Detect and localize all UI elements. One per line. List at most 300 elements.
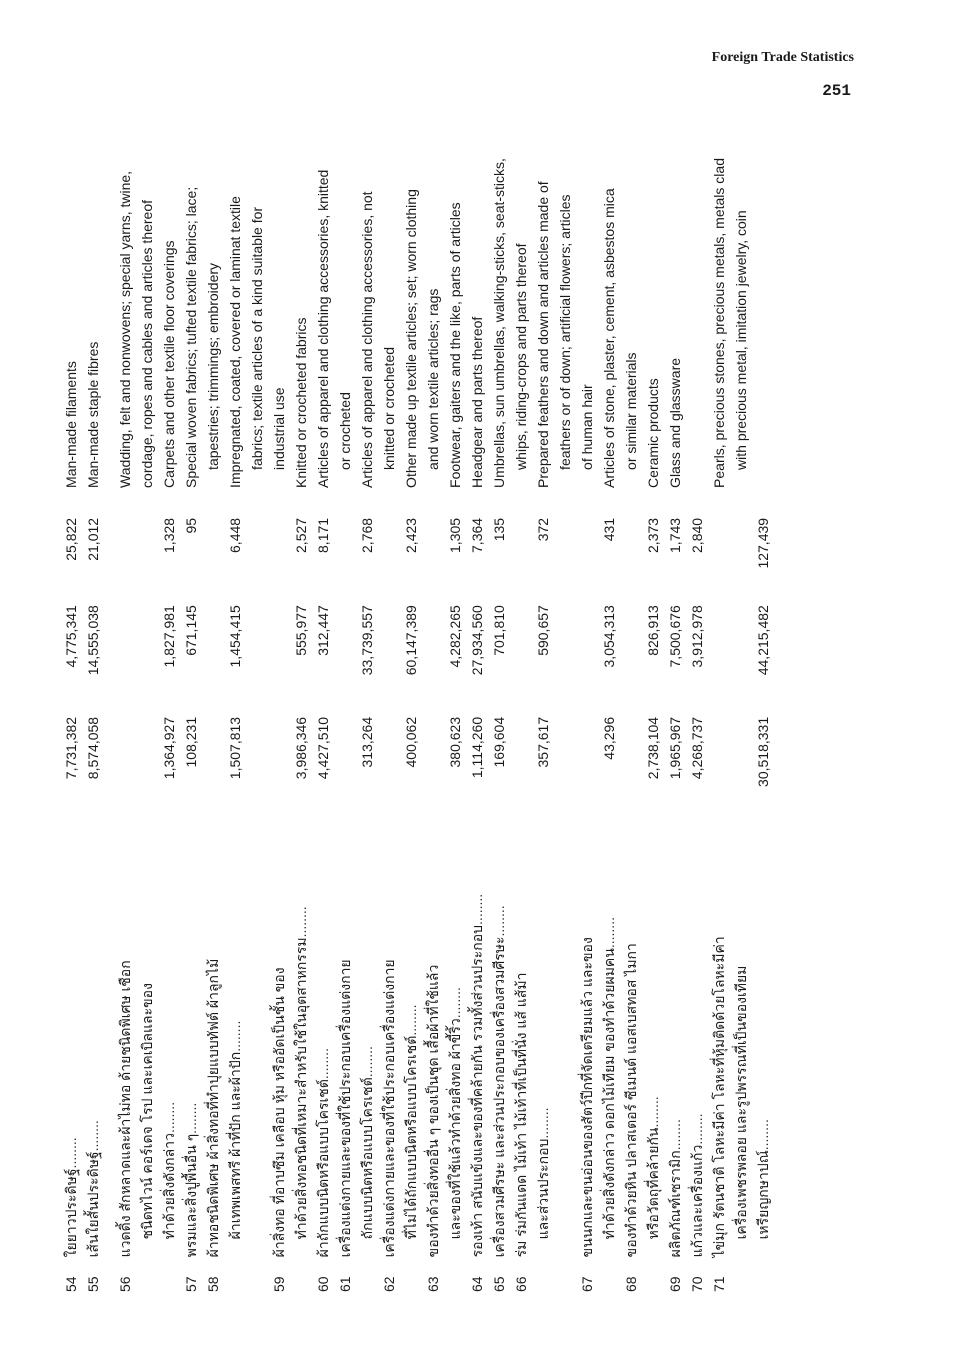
thai-description-text: ใยยาวประดิษฐ์ bbox=[63, 1168, 79, 1258]
table-row bbox=[60, 152, 82, 1292]
trade-table bbox=[60, 152, 774, 1292]
value-col-1 bbox=[422, 707, 444, 819]
english-description bbox=[444, 152, 466, 496]
value-col-3-text: 8,171 bbox=[315, 517, 331, 553]
value-col-1-text: 108,231 bbox=[183, 716, 199, 768]
value-col-3-text: 2,527 bbox=[293, 517, 309, 553]
table-row bbox=[136, 152, 158, 1292]
english-description bbox=[664, 152, 686, 496]
chapter-code bbox=[664, 1257, 686, 1292]
chapter-code bbox=[752, 1257, 774, 1292]
value-col-2-text: 312,447 bbox=[315, 605, 331, 656]
value-col-2 bbox=[158, 595, 180, 707]
value-col-3 bbox=[356, 496, 378, 595]
value-col-1 bbox=[466, 707, 488, 819]
value-col-3 bbox=[224, 496, 246, 595]
chapter-code bbox=[708, 1257, 730, 1292]
value-col-2 bbox=[444, 595, 466, 707]
value-col-1 bbox=[246, 707, 268, 819]
thai-description bbox=[620, 819, 642, 1258]
chapter-code bbox=[422, 1257, 444, 1292]
thai-description-text: และของที่ใช้แล้วทำด้วยสิ่งทอ ผ้าขี้ริ้ว bbox=[447, 1018, 463, 1240]
value-col-1-text: 169,604 bbox=[491, 716, 507, 768]
chapter-code bbox=[224, 1257, 246, 1292]
value-col-3 bbox=[664, 496, 686, 595]
english-description-text: or similar materials bbox=[623, 352, 639, 470]
chapter-code bbox=[576, 1257, 598, 1292]
chapter-code bbox=[290, 1257, 312, 1292]
table-row bbox=[708, 152, 730, 1292]
page-number: 251 bbox=[822, 82, 851, 100]
chapter-code-text: 59 bbox=[271, 1276, 287, 1292]
english-description-text: Special woven fabrics; tufted textile fabrics; lace; bbox=[183, 186, 199, 488]
value-col-3-text: 7,364 bbox=[469, 517, 485, 553]
value-col-2 bbox=[686, 595, 708, 707]
english-description bbox=[708, 152, 730, 496]
chapter-code bbox=[686, 1257, 708, 1292]
chapter-code-text: 67 bbox=[579, 1276, 595, 1292]
value-col-2 bbox=[466, 595, 488, 707]
value-col-2-text: 3,912,978 bbox=[689, 605, 705, 668]
english-description bbox=[642, 152, 664, 496]
chapter-code bbox=[400, 1257, 422, 1292]
value-col-2 bbox=[730, 595, 752, 707]
chapter-code-text: 56 bbox=[117, 1276, 133, 1292]
english-description-text: Umbrellas, sun umbrellas, walking-sticks, seat-sticks, bbox=[491, 158, 507, 488]
chapter-code-text: 57 bbox=[183, 1276, 199, 1292]
value-col-3-text: 21,012 bbox=[85, 517, 101, 561]
english-description bbox=[686, 152, 708, 496]
value-col-3-text: 2,423 bbox=[403, 517, 419, 553]
table-row bbox=[158, 152, 180, 1292]
dot-leader: ........ bbox=[403, 1004, 419, 1036]
value-col-2 bbox=[510, 595, 532, 707]
dot-leader: ........ bbox=[667, 1119, 683, 1151]
thai-description bbox=[378, 819, 400, 1258]
thai-description bbox=[554, 819, 576, 1258]
dot-leader: ........ bbox=[183, 1102, 199, 1134]
value-col-2-text: 27,934,560 bbox=[469, 605, 485, 676]
table-row bbox=[422, 152, 444, 1292]
value-col-1-text: 380,623 bbox=[447, 716, 463, 768]
english-description bbox=[532, 152, 554, 496]
value-col-3 bbox=[180, 496, 202, 595]
value-col-2 bbox=[202, 595, 224, 707]
table-row bbox=[202, 152, 224, 1292]
dot-leader: ........ bbox=[359, 1046, 375, 1078]
value-col-3-text: 25,822 bbox=[63, 517, 79, 561]
english-description-text: fabrics; textile articles of a kind suitable for bbox=[249, 206, 265, 470]
value-col-2 bbox=[180, 595, 202, 707]
thai-description bbox=[532, 819, 554, 1258]
table-row bbox=[664, 152, 686, 1292]
thai-description-text: ไข่มุก รัตนชาติ โลหะมีค่า โลหะที่หุ้มติดด้วยโลหะมีค่า bbox=[711, 936, 727, 1258]
english-description-text: Man-made staple fibres bbox=[85, 341, 101, 488]
chapter-code bbox=[532, 1257, 554, 1292]
dot-leader: ........ bbox=[469, 893, 485, 925]
english-description bbox=[268, 152, 290, 496]
value-col-2-text: 826,913 bbox=[645, 605, 661, 656]
thai-description-text: พรมและสิ่งปูพื้นอื่น ๆ bbox=[183, 1133, 199, 1258]
table-row bbox=[510, 152, 532, 1292]
value-col-1 bbox=[598, 707, 620, 819]
value-col-1-text: 7,731,382 bbox=[63, 716, 79, 780]
value-col-1 bbox=[532, 707, 554, 819]
thai-description-text: และส่วนประกอบ bbox=[535, 1138, 551, 1240]
dot-leader: ........ bbox=[755, 1119, 771, 1151]
chapter-code bbox=[730, 1257, 752, 1292]
chapter-code-text: 62 bbox=[381, 1276, 397, 1292]
value-col-3 bbox=[312, 496, 334, 595]
value-col-3-text: 2,373 bbox=[645, 517, 661, 553]
value-col-1 bbox=[554, 707, 576, 819]
value-col-2 bbox=[422, 595, 444, 707]
value-col-1 bbox=[488, 707, 510, 819]
thai-description bbox=[708, 819, 730, 1258]
value-col-1 bbox=[202, 707, 224, 819]
thai-description bbox=[642, 819, 664, 1258]
value-col-3 bbox=[136, 496, 158, 595]
english-description-text: Articles of apparel and clothing accessories, knitted bbox=[315, 169, 331, 488]
value-col-2 bbox=[598, 595, 620, 707]
value-col-3 bbox=[466, 496, 488, 595]
chapter-code-text: 70 bbox=[689, 1276, 705, 1292]
value-col-2-text: 7,500,676 bbox=[667, 605, 683, 668]
value-col-3 bbox=[82, 496, 104, 595]
dot-leader: ........ bbox=[645, 1096, 661, 1128]
chapter-code bbox=[598, 1257, 620, 1292]
table-row bbox=[554, 152, 576, 1292]
spacer-cell bbox=[104, 152, 114, 1292]
value-col-1-text: 1,965,967 bbox=[667, 716, 683, 780]
value-col-2 bbox=[642, 595, 664, 707]
english-description-text: Wadding, felt and nonwovens; special yarns, twine, bbox=[117, 170, 133, 488]
english-description-text: industrial use bbox=[271, 387, 287, 470]
chapter-code-text: 54 bbox=[63, 1276, 79, 1292]
value-col-1 bbox=[224, 707, 246, 819]
chapter-code bbox=[114, 1257, 136, 1292]
value-col-2 bbox=[488, 595, 510, 707]
english-description bbox=[422, 152, 444, 496]
thai-description bbox=[246, 819, 268, 1258]
running-header-title: Foreign Trade Statistics bbox=[711, 50, 854, 65]
thai-description bbox=[60, 819, 82, 1258]
value-col-1-text: 4,427,510 bbox=[315, 716, 331, 780]
value-col-2 bbox=[246, 595, 268, 707]
value-col-2 bbox=[268, 595, 290, 707]
value-col-3-text: 372 bbox=[535, 517, 551, 542]
value-col-3 bbox=[686, 496, 708, 595]
value-col-3 bbox=[576, 496, 598, 595]
chapter-code-text: 71 bbox=[711, 1276, 727, 1292]
english-description bbox=[510, 152, 532, 496]
chapter-code-text: 55 bbox=[85, 1276, 101, 1292]
table-row bbox=[730, 152, 752, 1292]
value-col-1 bbox=[114, 707, 136, 819]
english-description bbox=[180, 152, 202, 496]
dot-leader: ........ bbox=[85, 1120, 101, 1152]
english-description bbox=[312, 152, 334, 496]
value-col-3 bbox=[422, 496, 444, 595]
value-col-2 bbox=[664, 595, 686, 707]
value-col-2-text: 555,977 bbox=[293, 605, 309, 656]
english-description-text: or crocheted bbox=[337, 392, 353, 470]
thai-description bbox=[356, 819, 378, 1258]
value-col-1 bbox=[620, 707, 642, 819]
chapter-code bbox=[444, 1257, 466, 1292]
value-col-1 bbox=[642, 707, 664, 819]
value-col-3-text: 2,840 bbox=[689, 517, 705, 553]
value-col-1 bbox=[312, 707, 334, 819]
table-row bbox=[488, 152, 510, 1292]
value-col-2 bbox=[576, 595, 598, 707]
english-description-text: whips, riding-crops and parts thereof bbox=[513, 243, 529, 470]
table-row bbox=[224, 152, 246, 1292]
value-col-1 bbox=[378, 707, 400, 819]
value-col-1 bbox=[752, 707, 774, 819]
value-col-3 bbox=[378, 496, 400, 595]
value-col-1 bbox=[510, 707, 532, 819]
thai-description bbox=[686, 819, 708, 1258]
table-row bbox=[620, 152, 642, 1292]
thai-description bbox=[730, 819, 752, 1258]
value-col-3-text: 1,743 bbox=[667, 517, 683, 553]
value-col-1-text: 30,518,331 bbox=[755, 716, 771, 787]
value-col-2-text: 60,147,389 bbox=[403, 605, 419, 676]
value-col-3 bbox=[730, 496, 752, 595]
chapter-code-text: 69 bbox=[667, 1276, 683, 1292]
value-col-2-text: 3,054,313 bbox=[601, 605, 617, 668]
thai-description-text: ทำด้วยสิ่งดังกล่าว ดอกไม้เทียม ของทำด้วยผมคน bbox=[601, 948, 617, 1240]
thai-description-text: ทำด้วยสิ่งดังกล่าว bbox=[161, 1133, 177, 1240]
english-description-text: Other made up textile articles; set; worn clothing bbox=[403, 189, 419, 488]
value-col-1 bbox=[268, 707, 290, 819]
english-description-text: cordage, ropes and cables and articles thereof bbox=[139, 199, 155, 488]
table-row bbox=[290, 152, 312, 1292]
trade-table-body bbox=[60, 152, 774, 1292]
value-col-1 bbox=[444, 707, 466, 819]
value-col-2-text: 671,145 bbox=[183, 605, 199, 656]
value-col-2-text: 590,657 bbox=[535, 605, 551, 656]
english-description bbox=[488, 152, 510, 496]
thai-description bbox=[576, 819, 598, 1258]
value-col-2 bbox=[378, 595, 400, 707]
value-col-3-text: 1,328 bbox=[161, 517, 177, 553]
english-description-text: with precious metal, imitation jewelry, coin bbox=[733, 210, 749, 470]
thai-description bbox=[268, 819, 290, 1258]
english-description bbox=[60, 152, 82, 496]
english-description bbox=[598, 152, 620, 496]
thai-description-text: ร่ม ร่มกันแดด ไม้เท้า ไม้เท้าที่เป็นที่นั่ง แส้ แส้ม้า bbox=[513, 972, 529, 1258]
row-spacer bbox=[104, 152, 114, 1292]
chapter-code bbox=[620, 1257, 642, 1292]
thai-description-text: ผลิตภัณฑ์เซรามิก bbox=[667, 1150, 683, 1258]
chapter-code bbox=[82, 1257, 104, 1292]
value-col-2 bbox=[60, 595, 82, 707]
table-row bbox=[576, 152, 598, 1292]
thai-description-text: ผ้าเทพเพสทรี ผ้าที่ปัก และผ้าปัก bbox=[227, 1051, 243, 1240]
value-col-1-text: 8,574,058 bbox=[85, 716, 101, 780]
value-col-2-text: 4,282,265 bbox=[447, 605, 463, 668]
dot-leader: ........ bbox=[293, 906, 309, 938]
table-row bbox=[356, 152, 378, 1292]
thai-description bbox=[598, 819, 620, 1258]
chapter-code bbox=[356, 1257, 378, 1292]
thai-description-text: รองเท้า สนับแข้งและของที่คล้ายกัน รวมทั้งส่วนประกอบ bbox=[469, 924, 485, 1258]
value-col-2-text: 4,775,341 bbox=[63, 605, 79, 668]
value-col-1 bbox=[400, 707, 422, 819]
value-col-3 bbox=[598, 496, 620, 595]
thai-description-text: เหรียญกษาปณ์ bbox=[755, 1150, 771, 1240]
value-col-2 bbox=[114, 595, 136, 707]
value-col-2 bbox=[708, 595, 730, 707]
thai-description bbox=[202, 819, 224, 1258]
thai-description-text: แก้วและเครื่องแก้ว bbox=[689, 1144, 705, 1258]
thai-description-text: เครื่องแต่งกายและของที่ใช้ประกอบเครื่องแต่งกาย bbox=[337, 959, 353, 1258]
english-description bbox=[136, 152, 158, 496]
chapter-code-text: 65 bbox=[491, 1276, 507, 1292]
dot-leader: ........ bbox=[315, 1048, 331, 1080]
table-row bbox=[114, 152, 136, 1292]
english-description-text: Knitted or crocheted fabrics bbox=[293, 317, 309, 488]
english-description-text: of human hair bbox=[579, 384, 595, 470]
value-col-1 bbox=[136, 707, 158, 819]
value-col-2 bbox=[356, 595, 378, 707]
value-col-3-text: 135 bbox=[491, 517, 507, 542]
dot-leader: ........ bbox=[601, 917, 617, 949]
chapter-code-text: 58 bbox=[205, 1276, 221, 1292]
chapter-code bbox=[180, 1257, 202, 1292]
thai-description bbox=[180, 819, 202, 1258]
thai-description-text: ชนิดทไวน์ คอร์เดจ โรป และเคเบิลและของ bbox=[139, 983, 155, 1240]
chapter-code-text: 68 bbox=[623, 1276, 639, 1292]
english-description bbox=[378, 152, 400, 496]
thai-description-text: เครื่องแต่งกายและของที่ใช้ประกอบเครื่องแต่งกาย bbox=[381, 959, 397, 1258]
english-description bbox=[620, 152, 642, 496]
thai-description-text: แวดดิ้ง สักหลาดและผ้าไม่ทอ ด้ายชนิดพิเศษ เชือก bbox=[117, 960, 133, 1258]
chapter-code bbox=[136, 1257, 158, 1292]
value-col-3 bbox=[510, 496, 532, 595]
value-col-3-text: 2,768 bbox=[359, 517, 375, 553]
value-col-3 bbox=[752, 496, 774, 595]
value-col-1 bbox=[708, 707, 730, 819]
value-col-2-text: 1,454,415 bbox=[227, 605, 243, 668]
thai-description-text: เส้นใยสั้นประดิษฐ์ bbox=[85, 1151, 101, 1258]
english-description-text: Ceramic products bbox=[645, 378, 661, 488]
chapter-code bbox=[246, 1257, 268, 1292]
value-col-1 bbox=[730, 707, 752, 819]
value-col-1 bbox=[60, 707, 82, 819]
value-col-3-text: 127,439 bbox=[755, 517, 771, 569]
chapter-code bbox=[60, 1257, 82, 1292]
thai-description bbox=[510, 819, 532, 1258]
thai-description bbox=[488, 819, 510, 1258]
value-col-2-text: 14,555,038 bbox=[85, 605, 101, 676]
english-description-text: knitted or crocheted bbox=[381, 346, 397, 470]
value-col-1-text: 43,296 bbox=[601, 716, 617, 760]
value-col-1 bbox=[158, 707, 180, 819]
value-col-3 bbox=[158, 496, 180, 595]
value-col-3 bbox=[708, 496, 730, 595]
thai-description-text: ผ้าถักแบบนิตหรือแบบโครเชต์ bbox=[315, 1079, 331, 1258]
thai-description-text: หรือวัตถุที่คล้ายกัน bbox=[645, 1127, 661, 1240]
english-description-text: tapestries; trimmings; embroidery bbox=[205, 262, 221, 470]
value-col-3-text: 95 bbox=[183, 517, 199, 534]
value-col-1 bbox=[180, 707, 202, 819]
thai-description bbox=[312, 819, 334, 1258]
value-col-3 bbox=[554, 496, 576, 595]
table-row bbox=[334, 152, 356, 1292]
value-col-2 bbox=[400, 595, 422, 707]
thai-description-text: ที่ไม่ได้ถักแบบนิตหรือแบบโครเชต์ bbox=[403, 1035, 419, 1240]
thai-description bbox=[82, 819, 104, 1258]
table-row bbox=[686, 152, 708, 1292]
value-col-1 bbox=[290, 707, 312, 819]
value-col-3-text: 431 bbox=[601, 517, 617, 542]
value-col-2 bbox=[312, 595, 334, 707]
english-description-text: Impregnated, coated, covered or laminat textile bbox=[227, 196, 243, 488]
dot-leader: ........ bbox=[689, 1113, 705, 1145]
value-col-3 bbox=[642, 496, 664, 595]
english-description-text: Articles of apparel and clothing accessories, not bbox=[359, 191, 375, 488]
value-col-1 bbox=[686, 707, 708, 819]
value-col-3 bbox=[114, 496, 136, 595]
value-col-1-text: 1,114,260 bbox=[469, 716, 485, 779]
value-col-2 bbox=[136, 595, 158, 707]
rotated-table-container bbox=[60, 152, 870, 1292]
value-col-2 bbox=[554, 595, 576, 707]
thai-description-text: ขนนกและขนอ่อนของสัตว์ปีกที่จัดเตรียมแล้ว และของ bbox=[579, 937, 595, 1258]
value-col-3 bbox=[334, 496, 356, 595]
table-row bbox=[598, 152, 620, 1292]
value-col-2 bbox=[334, 595, 356, 707]
thai-description bbox=[664, 819, 686, 1258]
english-description bbox=[158, 152, 180, 496]
table-row bbox=[752, 152, 774, 1292]
value-col-2-text: 701,810 bbox=[491, 605, 507, 656]
thai-description bbox=[444, 819, 466, 1258]
english-description bbox=[114, 152, 136, 496]
english-description-text: Headgear and parts thereof bbox=[469, 316, 485, 488]
thai-description bbox=[466, 819, 488, 1258]
value-col-2 bbox=[532, 595, 554, 707]
thai-description-text: ผ้าสิ่งทอ ที่อาบซึม เคลือบ หุ้ม หรืออัดเป็นชั้น ของ bbox=[271, 967, 287, 1258]
value-col-3 bbox=[400, 496, 422, 595]
value-col-1-text: 2,738,104 bbox=[645, 716, 661, 780]
value-col-2 bbox=[290, 595, 312, 707]
english-description-text: Pearls, precious stones, precious metals, metals clad bbox=[711, 158, 727, 488]
english-description bbox=[290, 152, 312, 496]
value-col-1 bbox=[576, 707, 598, 819]
english-description-text: Glass and glassware bbox=[667, 357, 683, 488]
thai-description bbox=[290, 819, 312, 1258]
english-description bbox=[730, 152, 752, 496]
table-row bbox=[444, 152, 466, 1292]
chapter-code-text: 60 bbox=[315, 1276, 331, 1292]
thai-description bbox=[114, 819, 136, 1258]
value-col-1 bbox=[664, 707, 686, 819]
thai-description bbox=[224, 819, 246, 1258]
value-col-2 bbox=[82, 595, 104, 707]
thai-description bbox=[752, 819, 774, 1258]
english-description-text: Articles of stone, plaster, cement, asbestos mica bbox=[601, 188, 617, 488]
chapter-code bbox=[466, 1257, 488, 1292]
chapter-code bbox=[334, 1257, 356, 1292]
thai-description-text: เครื่องเพชรพลอย และรูปพรรณที่เป็นของเทียม bbox=[733, 965, 749, 1240]
english-description bbox=[554, 152, 576, 496]
value-col-1-text: 313,264 bbox=[359, 716, 375, 768]
value-col-3 bbox=[60, 496, 82, 595]
